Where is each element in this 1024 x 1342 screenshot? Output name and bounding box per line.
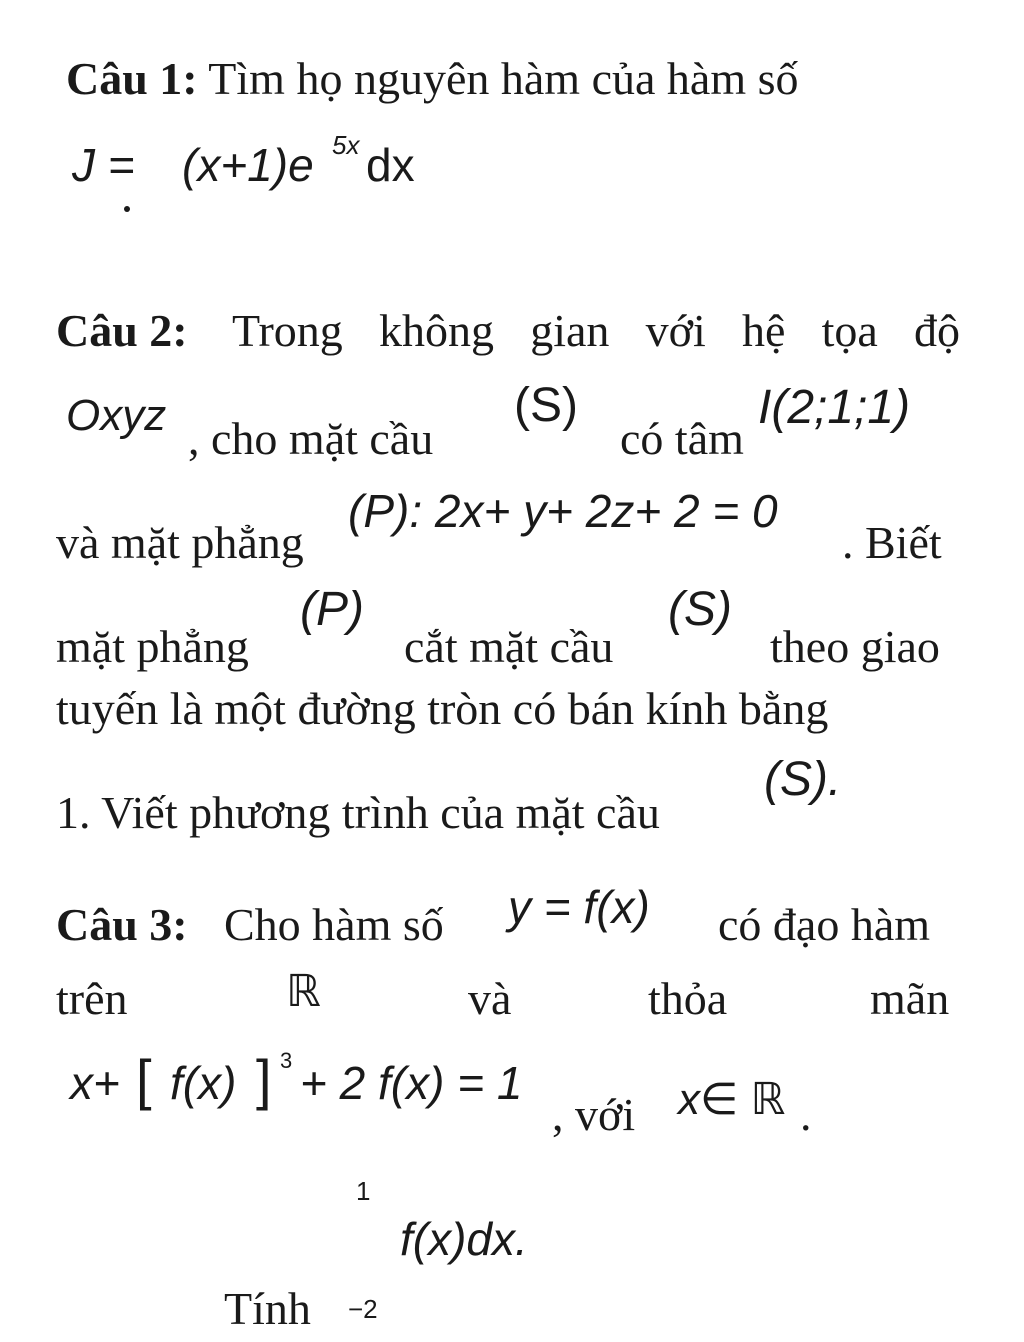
q3-eq-exp: 3 xyxy=(280,1048,293,1073)
q3-word-man: mãn xyxy=(870,973,950,1024)
q1-line xyxy=(66,53,799,104)
q1-formula-body: (x+1)e xyxy=(182,139,314,191)
q1-formula-exp: 5x xyxy=(332,130,360,160)
q1-text: Tìm họ nguyên hàm của hàm số xyxy=(208,53,799,104)
q3-period: . xyxy=(800,1089,812,1140)
q2-text-co-tam: có tâm xyxy=(620,413,744,464)
q2-sphere2: (S) xyxy=(668,583,732,636)
q3-eq-rest: + 2 f(x) = 1 xyxy=(300,1057,523,1109)
q1-label: Câu 1: xyxy=(66,53,198,104)
q3-text-tinh: Tính xyxy=(224,1283,311,1334)
q2-center: I(2;1;1) xyxy=(758,381,911,434)
q2-oxyz: Oxyz xyxy=(66,391,167,440)
q1-formula-lhs: J = xyxy=(72,139,135,191)
q3-func: y = f(x) xyxy=(508,881,650,933)
q2-line4: tuyến là một đường tròn có bán kính bằng xyxy=(56,683,829,734)
q2-text-mat-phang: mặt phẳng xyxy=(56,621,249,672)
q3-int-upper: 1 xyxy=(356,1176,371,1206)
q2-label: Câu 2: xyxy=(56,305,188,356)
q3-int-lower: −2 xyxy=(348,1294,378,1324)
q3-eq-lbracket: [ xyxy=(136,1048,152,1111)
q3-eq-x: x+ xyxy=(70,1057,120,1109)
q2-sphere: (S) xyxy=(514,379,578,432)
q3-text-cho: Cho hàm số xyxy=(224,899,444,950)
q2-text-biet: . Biết xyxy=(842,517,942,568)
q3-eq-rbracket: ] xyxy=(256,1048,272,1111)
q2-plane: (P) xyxy=(300,583,364,636)
q3-text-dao-ham: có đạo hàm xyxy=(718,899,931,950)
q2-text-va: và mặt phẳng xyxy=(56,517,304,568)
q2-plane-eq: (P): 2x+ y+ 2z+ 2 = 0 xyxy=(348,485,778,537)
q3-word-va: và xyxy=(468,973,512,1024)
q2-sphere3: (S). xyxy=(764,753,842,806)
q2-text-theo-giao: theo giao xyxy=(770,621,940,672)
q2-line1: Trong không gian với hệ tọa độ xyxy=(232,305,960,356)
q2-line5: 1. Viết phương trình của mặt cầu xyxy=(56,787,660,838)
q3-int-body: f(x)dx. xyxy=(400,1213,528,1265)
q1-formula-dx: dx xyxy=(366,139,415,191)
q3-word-tren: trên xyxy=(56,973,128,1024)
q3-eq-f: f(x) xyxy=(170,1057,237,1109)
q3-word-R: ℝ xyxy=(286,967,321,1016)
q2-text-cho: , cho mặt cầu xyxy=(188,413,434,464)
q3-label: Câu 3: xyxy=(56,899,188,950)
q2-text-cat: cắt mặt cầu xyxy=(404,621,614,672)
q3-word-thoa: thỏa xyxy=(648,973,728,1024)
q3-domain: x∈ ℝ xyxy=(678,1075,786,1124)
q3-text-voi: , với xyxy=(552,1089,636,1140)
q1-formula-dot xyxy=(124,206,130,212)
